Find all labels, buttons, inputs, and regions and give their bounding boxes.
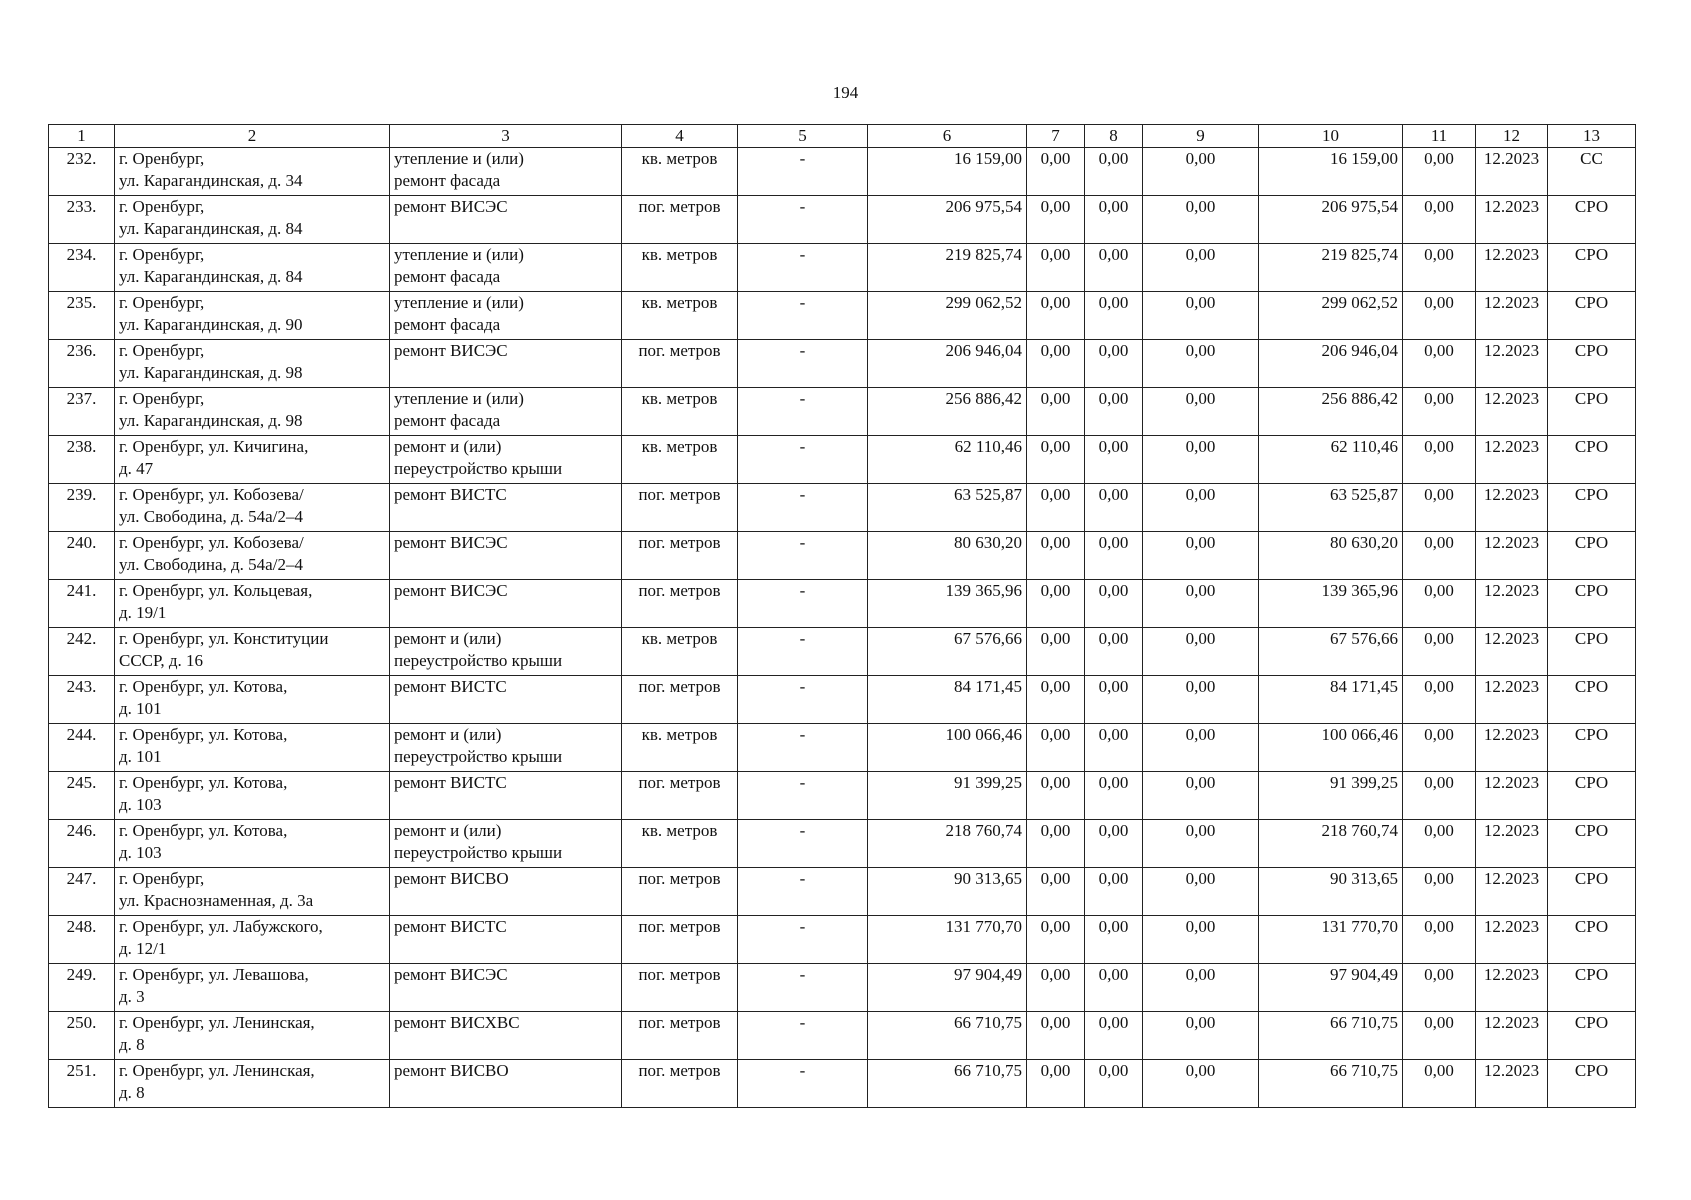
cell-other-funds: 0,00: [1403, 1012, 1476, 1060]
cell-address: г. Оренбург, ул. Левашова, д. 3: [115, 964, 390, 1012]
cell-completion-date: 12.2023: [1476, 532, 1548, 580]
cell-federal-funds: 0,00: [1027, 964, 1085, 1012]
cell-method: СРО: [1548, 580, 1636, 628]
cell-unit: пог. метров: [622, 964, 738, 1012]
cell-unit: кв. метров: [622, 436, 738, 484]
cell-quantity: -: [738, 820, 868, 868]
cell-federal-funds: 0,00: [1027, 436, 1085, 484]
cell-other-funds: 0,00: [1403, 484, 1476, 532]
table-row: [49, 148, 1636, 196]
cell-total-cost: 219 825,74: [868, 244, 1027, 292]
cell-federal-funds: 0,00: [1027, 1060, 1085, 1108]
cell-federal-funds: 0,00: [1027, 196, 1085, 244]
repair-program-table: [48, 124, 1636, 1108]
table-row: [49, 820, 1636, 868]
cell-address: г. Оренбург, ул. Карагандинская, д. 84: [115, 196, 390, 244]
column-header-9: 9: [1143, 125, 1259, 148]
cell-owner-funds: 67 576,66: [1259, 628, 1403, 676]
table-row: [49, 580, 1636, 628]
cell-row-number: 235.: [49, 292, 115, 340]
cell-total-cost: 63 525,87: [868, 484, 1027, 532]
cell-other-funds: 0,00: [1403, 964, 1476, 1012]
cell-total-cost: 84 171,45: [868, 676, 1027, 724]
cell-owner-funds: 299 062,52: [1259, 292, 1403, 340]
cell-local-funds: 0,00: [1143, 724, 1259, 772]
cell-work-type: ремонт и (или) переустройство крыши: [390, 724, 622, 772]
cell-address: г. Оренбург, ул. Котова, д. 103: [115, 820, 390, 868]
cell-completion-date: 12.2023: [1476, 964, 1548, 1012]
table-row: [49, 724, 1636, 772]
cell-work-type: утепление и (или) ремонт фасада: [390, 292, 622, 340]
cell-work-type: ремонт ВИСВО: [390, 868, 622, 916]
cell-other-funds: 0,00: [1403, 532, 1476, 580]
cell-local-funds: 0,00: [1143, 484, 1259, 532]
cell-address: г. Оренбург, ул. Кольцевая, д. 19/1: [115, 580, 390, 628]
cell-work-type: ремонт ВИСТС: [390, 916, 622, 964]
cell-regional-funds: 0,00: [1085, 244, 1143, 292]
cell-local-funds: 0,00: [1143, 676, 1259, 724]
cell-local-funds: 0,00: [1143, 628, 1259, 676]
column-header-5: 5: [738, 125, 868, 148]
cell-other-funds: 0,00: [1403, 628, 1476, 676]
cell-total-cost: 91 399,25: [868, 772, 1027, 820]
cell-work-type: ремонт ВИСТС: [390, 676, 622, 724]
cell-other-funds: 0,00: [1403, 916, 1476, 964]
cell-regional-funds: 0,00: [1085, 196, 1143, 244]
table-row: [49, 772, 1636, 820]
column-header-12: 12: [1476, 125, 1548, 148]
cell-total-cost: 80 630,20: [868, 532, 1027, 580]
cell-federal-funds: 0,00: [1027, 148, 1085, 196]
cell-quantity: -: [738, 964, 868, 1012]
cell-local-funds: 0,00: [1143, 196, 1259, 244]
column-header-4: 4: [622, 125, 738, 148]
cell-quantity: -: [738, 484, 868, 532]
cell-total-cost: 100 066,46: [868, 724, 1027, 772]
cell-federal-funds: 0,00: [1027, 820, 1085, 868]
cell-unit: пог. метров: [622, 868, 738, 916]
table-row: [49, 916, 1636, 964]
cell-completion-date: 12.2023: [1476, 148, 1548, 196]
cell-federal-funds: 0,00: [1027, 676, 1085, 724]
cell-unit: пог. метров: [622, 340, 738, 388]
cell-local-funds: 0,00: [1143, 916, 1259, 964]
cell-address: г. Оренбург, ул. Карагандинская, д. 84: [115, 244, 390, 292]
cell-method: СРО: [1548, 292, 1636, 340]
cell-owner-funds: 97 904,49: [1259, 964, 1403, 1012]
cell-owner-funds: 219 825,74: [1259, 244, 1403, 292]
cell-total-cost: 62 110,46: [868, 436, 1027, 484]
cell-local-funds: 0,00: [1143, 868, 1259, 916]
cell-unit: пог. метров: [622, 196, 738, 244]
cell-work-type: ремонт ВИСХВС: [390, 1012, 622, 1060]
cell-address: г. Оренбург, ул. Котова, д. 101: [115, 676, 390, 724]
cell-owner-funds: 63 525,87: [1259, 484, 1403, 532]
cell-method: СРО: [1548, 916, 1636, 964]
cell-completion-date: 12.2023: [1476, 676, 1548, 724]
cell-quantity: -: [738, 724, 868, 772]
cell-method: СРО: [1548, 676, 1636, 724]
cell-total-cost: 206 975,54: [868, 196, 1027, 244]
cell-quantity: -: [738, 772, 868, 820]
table-row: [49, 964, 1636, 1012]
cell-address: г. Оренбург, ул. Карагандинская, д. 98: [115, 388, 390, 436]
cell-method: СРО: [1548, 436, 1636, 484]
cell-unit: кв. метров: [622, 292, 738, 340]
cell-other-funds: 0,00: [1403, 148, 1476, 196]
cell-row-number: 246.: [49, 820, 115, 868]
cell-owner-funds: 100 066,46: [1259, 724, 1403, 772]
cell-quantity: -: [738, 244, 868, 292]
cell-work-type: ремонт ВИСВО: [390, 1060, 622, 1108]
table-row: [49, 292, 1636, 340]
cell-regional-funds: 0,00: [1085, 1012, 1143, 1060]
cell-address: г. Оренбург, ул. Карагандинская, д. 34: [115, 148, 390, 196]
cell-other-funds: 0,00: [1403, 388, 1476, 436]
cell-other-funds: 0,00: [1403, 436, 1476, 484]
cell-unit: кв. метров: [622, 148, 738, 196]
cell-address: г. Оренбург, ул. Котова, д. 101: [115, 724, 390, 772]
cell-row-number: 237.: [49, 388, 115, 436]
cell-regional-funds: 0,00: [1085, 148, 1143, 196]
cell-unit: пог. метров: [622, 772, 738, 820]
cell-other-funds: 0,00: [1403, 340, 1476, 388]
cell-unit: кв. метров: [622, 244, 738, 292]
column-header-7: 7: [1027, 125, 1085, 148]
cell-regional-funds: 0,00: [1085, 628, 1143, 676]
cell-quantity: -: [738, 532, 868, 580]
cell-owner-funds: 80 630,20: [1259, 532, 1403, 580]
cell-local-funds: 0,00: [1143, 244, 1259, 292]
header-row: [49, 125, 1636, 148]
cell-completion-date: 12.2023: [1476, 196, 1548, 244]
cell-work-type: утепление и (или) ремонт фасада: [390, 148, 622, 196]
cell-other-funds: 0,00: [1403, 772, 1476, 820]
cell-method: СРО: [1548, 244, 1636, 292]
cell-completion-date: 12.2023: [1476, 244, 1548, 292]
cell-completion-date: 12.2023: [1476, 916, 1548, 964]
cell-owner-funds: 66 710,75: [1259, 1060, 1403, 1108]
cell-row-number: 250.: [49, 1012, 115, 1060]
cell-method: СРО: [1548, 196, 1636, 244]
cell-owner-funds: 90 313,65: [1259, 868, 1403, 916]
cell-row-number: 236.: [49, 340, 115, 388]
cell-local-funds: 0,00: [1143, 580, 1259, 628]
cell-regional-funds: 0,00: [1085, 724, 1143, 772]
cell-completion-date: 12.2023: [1476, 580, 1548, 628]
cell-regional-funds: 0,00: [1085, 532, 1143, 580]
cell-regional-funds: 0,00: [1085, 676, 1143, 724]
cell-work-type: ремонт ВИСЭС: [390, 532, 622, 580]
table-row: [49, 676, 1636, 724]
cell-row-number: 241.: [49, 580, 115, 628]
cell-method: СРО: [1548, 724, 1636, 772]
cell-total-cost: 90 313,65: [868, 868, 1027, 916]
cell-local-funds: 0,00: [1143, 772, 1259, 820]
cell-row-number: 232.: [49, 148, 115, 196]
cell-unit: пог. метров: [622, 484, 738, 532]
table-row: [49, 1012, 1636, 1060]
cell-regional-funds: 0,00: [1085, 388, 1143, 436]
cell-work-type: ремонт и (или) переустройство крыши: [390, 436, 622, 484]
cell-quantity: -: [738, 1012, 868, 1060]
cell-owner-funds: 131 770,70: [1259, 916, 1403, 964]
cell-completion-date: 12.2023: [1476, 724, 1548, 772]
cell-completion-date: 12.2023: [1476, 484, 1548, 532]
cell-total-cost: 206 946,04: [868, 340, 1027, 388]
cell-local-funds: 0,00: [1143, 340, 1259, 388]
cell-regional-funds: 0,00: [1085, 292, 1143, 340]
cell-address: г. Оренбург, ул. Ленинская, д. 8: [115, 1060, 390, 1108]
cell-method: СРО: [1548, 1012, 1636, 1060]
cell-method: СРО: [1548, 484, 1636, 532]
cell-local-funds: 0,00: [1143, 436, 1259, 484]
cell-completion-date: 12.2023: [1476, 340, 1548, 388]
cell-federal-funds: 0,00: [1027, 628, 1085, 676]
cell-total-cost: 97 904,49: [868, 964, 1027, 1012]
cell-address: г. Оренбург, ул. Кичигина, д. 47: [115, 436, 390, 484]
cell-federal-funds: 0,00: [1027, 916, 1085, 964]
column-header-13: 13: [1548, 125, 1636, 148]
cell-owner-funds: 206 975,54: [1259, 196, 1403, 244]
cell-quantity: -: [738, 436, 868, 484]
cell-owner-funds: 256 886,42: [1259, 388, 1403, 436]
cell-row-number: 239.: [49, 484, 115, 532]
cell-completion-date: 12.2023: [1476, 388, 1548, 436]
cell-quantity: -: [738, 340, 868, 388]
cell-regional-funds: 0,00: [1085, 916, 1143, 964]
cell-total-cost: 256 886,42: [868, 388, 1027, 436]
cell-work-type: ремонт ВИСЭС: [390, 580, 622, 628]
cell-work-type: ремонт и (или) переустройство крыши: [390, 628, 622, 676]
table-row: [49, 868, 1636, 916]
cell-total-cost: 139 365,96: [868, 580, 1027, 628]
column-header-10: 10: [1259, 125, 1403, 148]
column-header-6: 6: [868, 125, 1027, 148]
cell-row-number: 243.: [49, 676, 115, 724]
cell-completion-date: 12.2023: [1476, 772, 1548, 820]
cell-other-funds: 0,00: [1403, 724, 1476, 772]
cell-address: г. Оренбург, ул. Карагандинская, д. 98: [115, 340, 390, 388]
cell-row-number: 240.: [49, 532, 115, 580]
cell-local-funds: 0,00: [1143, 388, 1259, 436]
cell-regional-funds: 0,00: [1085, 436, 1143, 484]
cell-unit: пог. метров: [622, 580, 738, 628]
cell-quantity: -: [738, 868, 868, 916]
cell-quantity: -: [738, 580, 868, 628]
cell-total-cost: 131 770,70: [868, 916, 1027, 964]
cell-address: г. Оренбург, ул. Кобозева/ ул. Свободина, д. 54а/2–4: [115, 532, 390, 580]
cell-unit: пог. метров: [622, 916, 738, 964]
cell-work-type: ремонт ВИСЭС: [390, 196, 622, 244]
cell-row-number: 242.: [49, 628, 115, 676]
cell-quantity: -: [738, 388, 868, 436]
cell-row-number: 244.: [49, 724, 115, 772]
cell-local-funds: 0,00: [1143, 532, 1259, 580]
cell-row-number: 247.: [49, 868, 115, 916]
cell-row-number: 234.: [49, 244, 115, 292]
cell-method: СРО: [1548, 388, 1636, 436]
table-row: [49, 196, 1636, 244]
cell-method: СРО: [1548, 868, 1636, 916]
cell-unit: пог. метров: [622, 1060, 738, 1108]
cell-total-cost: 66 710,75: [868, 1012, 1027, 1060]
cell-unit: кв. метров: [622, 628, 738, 676]
cell-local-funds: 0,00: [1143, 148, 1259, 196]
cell-federal-funds: 0,00: [1027, 484, 1085, 532]
cell-unit: пог. метров: [622, 532, 738, 580]
cell-method: СРО: [1548, 628, 1636, 676]
table-row: [49, 1060, 1636, 1108]
cell-owner-funds: 16 159,00: [1259, 148, 1403, 196]
cell-regional-funds: 0,00: [1085, 484, 1143, 532]
cell-federal-funds: 0,00: [1027, 772, 1085, 820]
table-row: [49, 388, 1636, 436]
cell-owner-funds: 66 710,75: [1259, 1012, 1403, 1060]
cell-row-number: 245.: [49, 772, 115, 820]
column-header-2: 2: [115, 125, 390, 148]
cell-owner-funds: 62 110,46: [1259, 436, 1403, 484]
cell-work-type: ремонт и (или) переустройство крыши: [390, 820, 622, 868]
cell-local-funds: 0,00: [1143, 292, 1259, 340]
cell-local-funds: 0,00: [1143, 1012, 1259, 1060]
cell-row-number: 233.: [49, 196, 115, 244]
cell-method: СРО: [1548, 964, 1636, 1012]
cell-federal-funds: 0,00: [1027, 340, 1085, 388]
cell-row-number: 251.: [49, 1060, 115, 1108]
cell-federal-funds: 0,00: [1027, 1012, 1085, 1060]
cell-work-type: утепление и (или) ремонт фасада: [390, 388, 622, 436]
cell-regional-funds: 0,00: [1085, 340, 1143, 388]
cell-total-cost: 218 760,74: [868, 820, 1027, 868]
cell-total-cost: 66 710,75: [868, 1060, 1027, 1108]
cell-completion-date: 12.2023: [1476, 436, 1548, 484]
cell-regional-funds: 0,00: [1085, 772, 1143, 820]
cell-total-cost: 16 159,00: [868, 148, 1027, 196]
cell-federal-funds: 0,00: [1027, 532, 1085, 580]
cell-quantity: -: [738, 292, 868, 340]
cell-row-number: 248.: [49, 916, 115, 964]
table-row: [49, 484, 1636, 532]
cell-local-funds: 0,00: [1143, 964, 1259, 1012]
cell-work-type: утепление и (или) ремонт фасада: [390, 244, 622, 292]
cell-completion-date: 12.2023: [1476, 628, 1548, 676]
table-row: [49, 244, 1636, 292]
cell-other-funds: 0,00: [1403, 676, 1476, 724]
cell-method: СС: [1548, 148, 1636, 196]
cell-quantity: -: [738, 1060, 868, 1108]
cell-address: г. Оренбург, ул. Карагандинская, д. 90: [115, 292, 390, 340]
table-row: [49, 628, 1636, 676]
cell-regional-funds: 0,00: [1085, 964, 1143, 1012]
cell-quantity: -: [738, 196, 868, 244]
cell-total-cost: 299 062,52: [868, 292, 1027, 340]
cell-work-type: ремонт ВИСЭС: [390, 964, 622, 1012]
cell-local-funds: 0,00: [1143, 1060, 1259, 1108]
cell-regional-funds: 0,00: [1085, 820, 1143, 868]
cell-other-funds: 0,00: [1403, 1060, 1476, 1108]
page-number: 194: [832, 83, 859, 102]
cell-address: г. Оренбург, ул. Ленинская, д. 8: [115, 1012, 390, 1060]
cell-owner-funds: 139 365,96: [1259, 580, 1403, 628]
cell-other-funds: 0,00: [1403, 868, 1476, 916]
cell-federal-funds: 0,00: [1027, 868, 1085, 916]
cell-other-funds: 0,00: [1403, 292, 1476, 340]
cell-federal-funds: 0,00: [1027, 244, 1085, 292]
cell-method: СРО: [1548, 532, 1636, 580]
cell-address: г. Оренбург, ул. Лабужского, д. 12/1: [115, 916, 390, 964]
cell-quantity: -: [738, 628, 868, 676]
table-row: [49, 436, 1636, 484]
cell-work-type: ремонт ВИСТС: [390, 772, 622, 820]
cell-method: СРО: [1548, 1060, 1636, 1108]
cell-regional-funds: 0,00: [1085, 868, 1143, 916]
cell-unit: пог. метров: [622, 676, 738, 724]
cell-completion-date: 12.2023: [1476, 1060, 1548, 1108]
cell-federal-funds: 0,00: [1027, 292, 1085, 340]
cell-completion-date: 12.2023: [1476, 1012, 1548, 1060]
cell-completion-date: 12.2023: [1476, 868, 1548, 916]
cell-unit: пог. метров: [622, 1012, 738, 1060]
cell-local-funds: 0,00: [1143, 820, 1259, 868]
cell-owner-funds: 91 399,25: [1259, 772, 1403, 820]
table-row: [49, 532, 1636, 580]
cell-work-type: ремонт ВИСТС: [390, 484, 622, 532]
cell-owner-funds: 206 946,04: [1259, 340, 1403, 388]
cell-other-funds: 0,00: [1403, 196, 1476, 244]
cell-regional-funds: 0,00: [1085, 1060, 1143, 1108]
cell-row-number: 249.: [49, 964, 115, 1012]
cell-unit: кв. метров: [622, 820, 738, 868]
cell-address: г. Оренбург, ул. Котова, д. 103: [115, 772, 390, 820]
cell-owner-funds: 218 760,74: [1259, 820, 1403, 868]
cell-row-number: 238.: [49, 436, 115, 484]
cell-other-funds: 0,00: [1403, 580, 1476, 628]
column-header-8: 8: [1085, 125, 1143, 148]
cell-address: г. Оренбург, ул. Краснознаменная, д. 3а: [115, 868, 390, 916]
table-row: [49, 340, 1636, 388]
cell-other-funds: 0,00: [1403, 244, 1476, 292]
cell-other-funds: 0,00: [1403, 820, 1476, 868]
cell-address: г. Оренбург, ул. Кобозева/ ул. Свободина, д. 54а/2–4: [115, 484, 390, 532]
column-header-3: 3: [390, 125, 622, 148]
cell-method: СРО: [1548, 820, 1636, 868]
cell-completion-date: 12.2023: [1476, 292, 1548, 340]
cell-unit: кв. метров: [622, 388, 738, 436]
cell-quantity: -: [738, 916, 868, 964]
cell-work-type: ремонт ВИСЭС: [390, 340, 622, 388]
cell-method: СРО: [1548, 340, 1636, 388]
cell-method: СРО: [1548, 772, 1636, 820]
cell-regional-funds: 0,00: [1085, 580, 1143, 628]
cell-quantity: -: [738, 148, 868, 196]
cell-owner-funds: 84 171,45: [1259, 676, 1403, 724]
cell-federal-funds: 0,00: [1027, 724, 1085, 772]
cell-address: г. Оренбург, ул. Конституции СССР, д. 16: [115, 628, 390, 676]
cell-federal-funds: 0,00: [1027, 388, 1085, 436]
cell-unit: кв. метров: [622, 724, 738, 772]
column-header-1: 1: [49, 125, 115, 148]
cell-total-cost: 67 576,66: [868, 628, 1027, 676]
cell-completion-date: 12.2023: [1476, 820, 1548, 868]
cell-quantity: -: [738, 676, 868, 724]
cell-federal-funds: 0,00: [1027, 580, 1085, 628]
column-header-11: 11: [1403, 125, 1476, 148]
